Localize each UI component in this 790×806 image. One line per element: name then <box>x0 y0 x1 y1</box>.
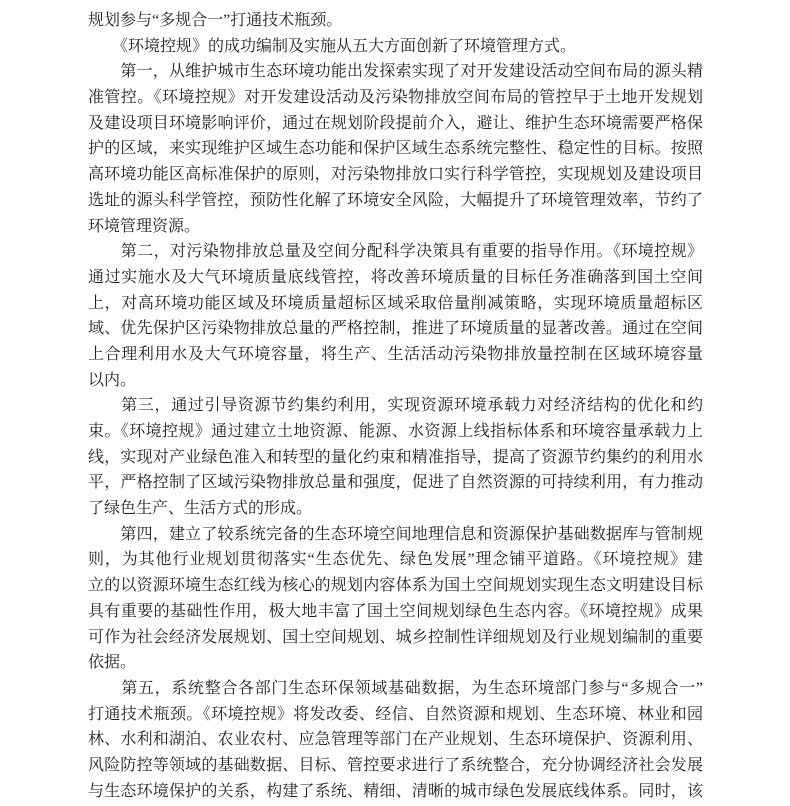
text-line: 以内。 <box>88 371 137 389</box>
text-line: 高环境功能区高标准保护的原则，对污染物排放口实行科学管控，实现规划及建设项目 <box>88 166 703 184</box>
text-line: 选址的源头科学管控，预防性化解了环境安全风险，大幅提升了环境管理效率，节约了 <box>88 191 703 209</box>
text-line: 第四，建立了较系统完备的生态环境空间地理信息和资源保护基础数据库与管制规 <box>88 525 703 543</box>
text-line: 第三，通过引导资源节约集约利用，实现资源环境承载力对经济结构的优化和约 <box>88 397 703 415</box>
text-line: 了绿色生产、生活方式的形成。 <box>88 500 313 518</box>
text-line: 《环境控规》的成功编制及实施从五大方面创新了环境管理方式。 <box>88 37 577 55</box>
text-line: 规划参与“多规合一”打通技术瓶颈。 <box>88 12 343 29</box>
text-line: 上合理利用水及大气环境容量，将生产、生活活动污染物排放量控制在区域环境容量 <box>88 345 703 363</box>
text-line: 及建设项目环境影响评价，通过在规划阶段提前介入，避让、维护生态环境需要严格保 <box>88 114 703 132</box>
text-line: 可作为社会经济发展规划、国土空间规划、城乡控制性详细规划及行业规划编制的重要 <box>88 628 703 646</box>
text-line: 与生态环境保护的关系，构建了系统、精细、清晰的城市绿色发展底线体系。同时，该 <box>88 782 703 800</box>
text-line: 第一，从维护城市生态环境功能出发探索实现了对开发建设活动空间布局的源头精 <box>88 63 703 81</box>
text-line: 环境管理资源。 <box>88 217 201 235</box>
text-line: 第二，对污染物排放总量及空间分配科学决策具有重要的指导作用。《环境控规》 <box>88 243 703 261</box>
text-line: 上，对高环境功能区域及环境质量超标区域采取倍量削减策略，实现环境质量超标区 <box>88 294 703 312</box>
text-line: 打通技术瓶颈。《环境控规》将发改委、经信、自然资源和规划、生态环境、林业和园 <box>88 705 703 723</box>
text-line: 通过实施水及大气环境质量底线管控，将改善环境质量的目标任务准确落到国土空间 <box>88 268 703 286</box>
document-text-column <box>88 8 703 804</box>
text-line: 束。《环境控规》通过建立土地资源、能源、水资源上线指标体系和环境容量承载力上 <box>88 423 703 440</box>
text-line: 准管控。《环境控规》对开发建设活动及污染物排放空间布局的管控早于土地开发规划 <box>88 89 703 107</box>
text-line: 具有重要的基础性作用，极大地丰富了国土空间规划绿色生态内容。《环境控规》成果 <box>88 602 703 620</box>
text-line: 线，实现对产业绿色准入和转型的量化约束和精准指导，提高了资源节约集约的利用水 <box>88 448 703 466</box>
text-line: 护的区域，来实现维护区域生态功能和保护区域生态系统完整性、稳定性的目标。按照 <box>88 140 703 158</box>
text-line: 第五，系统整合各部门生态环保领域基础数据，为生态环境部门参与“多规合一” <box>88 679 703 697</box>
text-line: 依据。 <box>88 654 137 672</box>
text-line: 林、水利和湖泊、农业农村、应急管理等部门在产业规划、生态环境保护、资源利用、 <box>88 731 703 749</box>
text-line: 则，为其他行业规划贯彻落实“生态优先、绿色发展”理念铺平道路。《环境控规》建 <box>88 551 703 569</box>
text-line: 立的以资源环境生态红线为核心的规划内容体系为国土空间规划实现生态文明建设目标 <box>88 577 703 595</box>
text-line: 平，严格控制了区域污染物排放总量和强度，促进了自然资源的可持续利用，有力推动 <box>88 474 703 492</box>
text-line: 域、优先保护区污染物排放总量的严格控制，推进了环境质量的显著改善。通过在空间 <box>88 320 703 338</box>
text-line: 风险防控等领域的基础数据、目标、管控要求进行了系统整合，充分协调经济社会发展 <box>88 756 703 774</box>
